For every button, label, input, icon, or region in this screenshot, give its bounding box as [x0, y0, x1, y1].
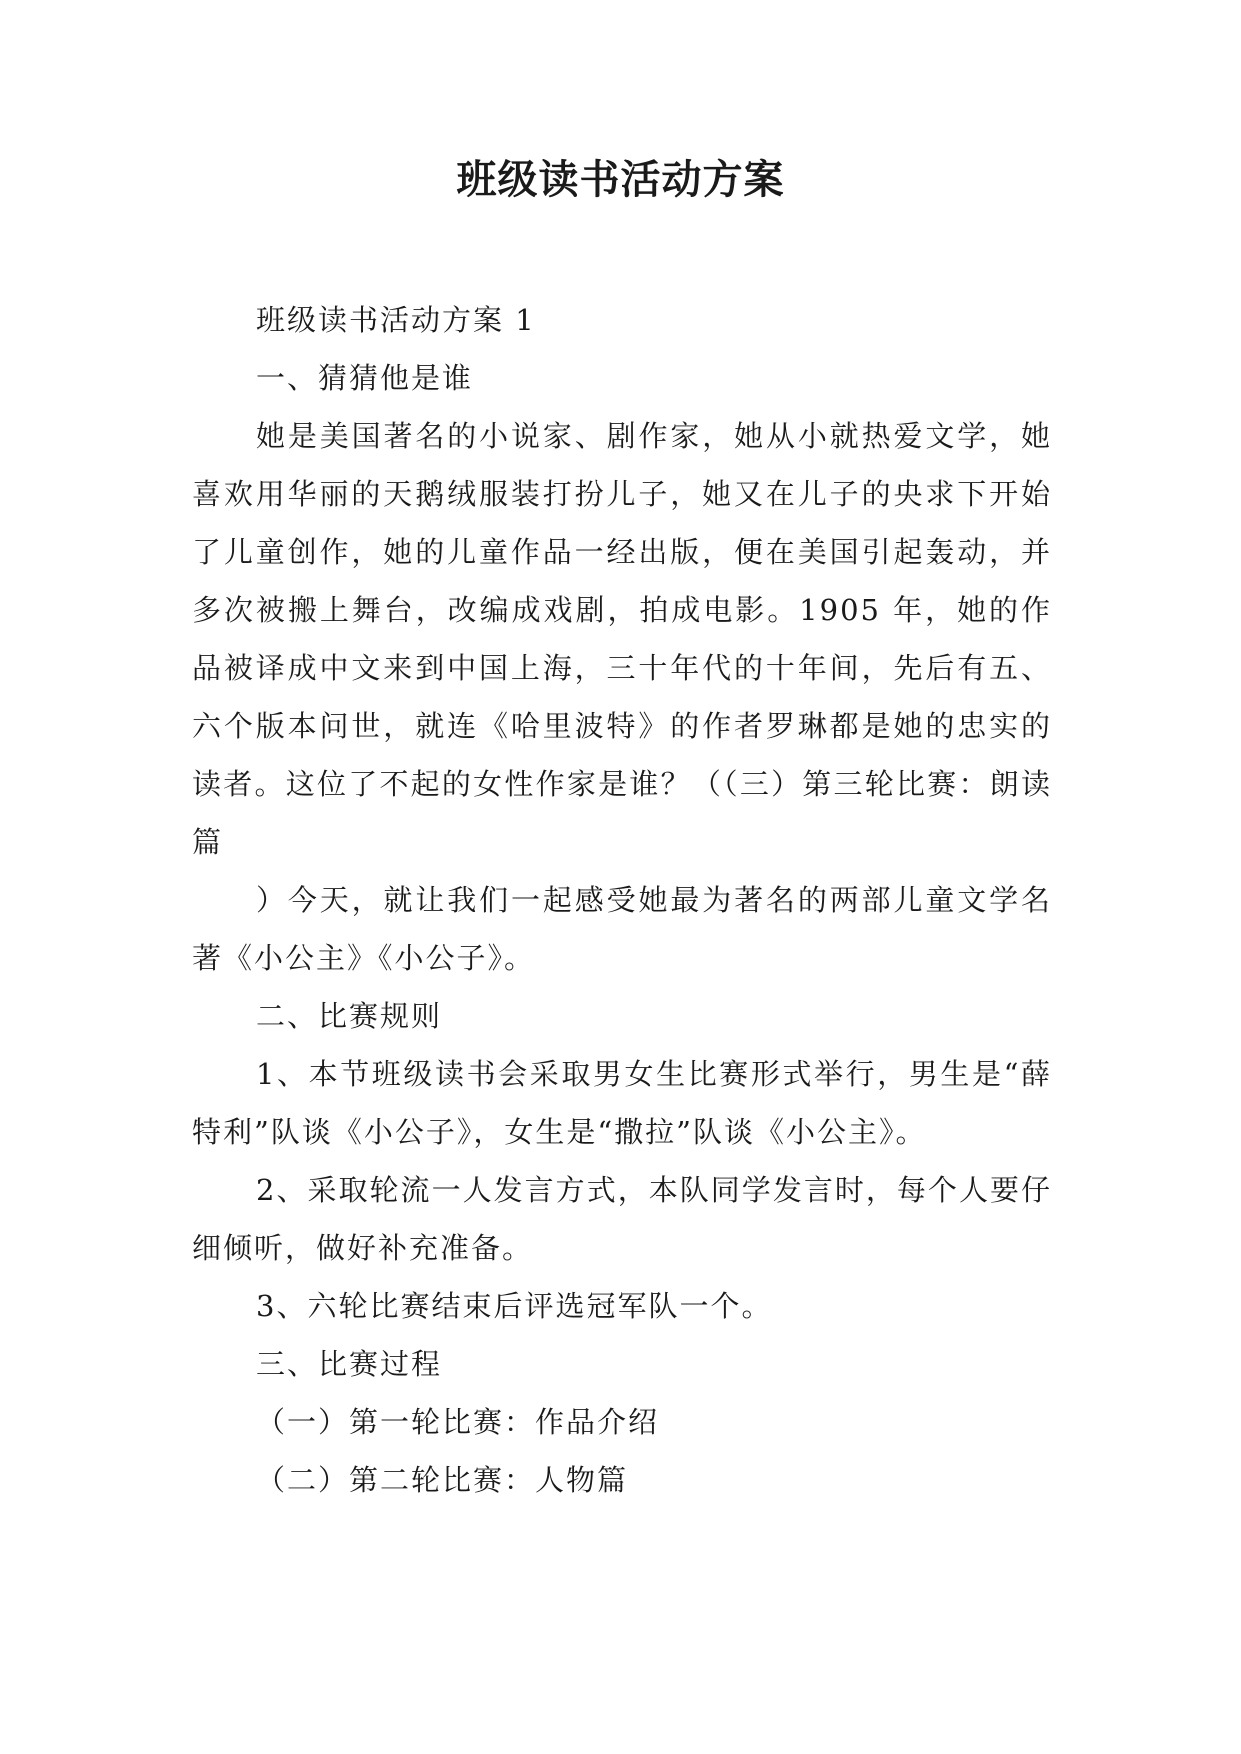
document-title: 班级读书活动方案: [456, 156, 785, 203]
section-heading-plan-1: 班级读书活动方案 1: [256, 303, 536, 337]
section-heading-guess: 一、猜猜他是谁: [256, 361, 474, 395]
paragraph-author-intro: 她是美国著名的小说家、剧作家，她从小就热爱文学，她喜欢用华丽的天鹅绒服装打扮儿子，她又在儿子的央求下开始了儿童创作，她的儿童作品一经出版，便在美国引起轰动，并多次被搬上舞台，改编成戏剧，拍成电影。1905 年，她的作品被译成中文来到中国上海，三十年代的十年间，先后有五、六个版本问世，就连《哈里波特》的作者罗琳都是她的忠实的读者。这位了不起的女性作家是谁？（（三）第三轮比赛：朗读篇: [192, 419, 1052, 859]
rule-item-2: 2、采取轮流一人发言方式，本队同学发言时，每个人要仔细倾听，做好补充准备。: [192, 1173, 1052, 1265]
paragraph-today: ）今天，就让我们一起感受她最为著名的两部儿童文学名著《小公主》《小公子》。: [192, 883, 1052, 975]
process-round-1: （一）第一轮比赛：作品介绍: [256, 1405, 660, 1439]
document-body: [192, 291, 1052, 1509]
section-heading-rules: 二、比赛规则: [256, 999, 443, 1033]
section-heading-process: 三、比赛过程: [256, 1347, 443, 1381]
process-round-2: （二）第二轮比赛：人物篇: [256, 1463, 629, 1497]
rule-item-1: 1、本节班级读书会采取男女生比赛形式举行，男生是“薛特利”队谈《小公子》，女生是“撒拉”队谈《小公主》。: [192, 1057, 1052, 1149]
rule-item-3: 3、六轮比赛结束后评选冠军队一个。: [256, 1289, 773, 1323]
